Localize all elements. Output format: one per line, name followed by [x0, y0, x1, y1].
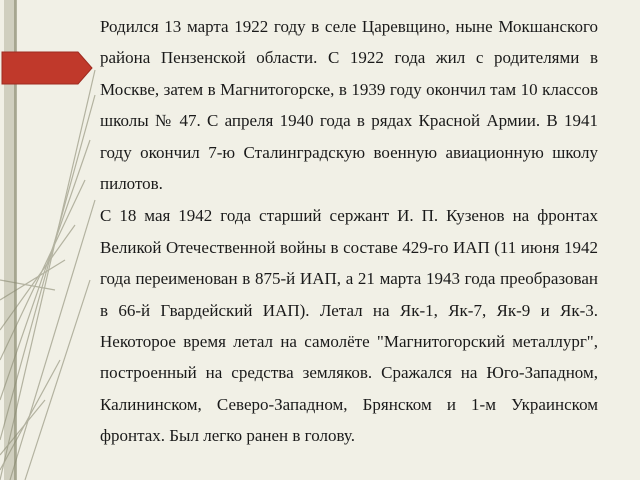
- red-arrow-shape: [2, 52, 92, 84]
- biography-text: [100, 11, 598, 453]
- paragraph-1: Родился 13 марта 1922 году в селе Царевщино, ныне Мокшанского района Пензенской области. С 1922 года жил с родителями в Москве, затем в Магнитогорске, в 1939 году окончил там 10 классов школы № 47. С апреля 1940 года в рядах Красной Армии. В 1941 году окончил 7-ю Сталинградскую военную авиационную школу пилотов.: [100, 17, 598, 194]
- decorative-lines: [0, 0, 100, 480]
- paragraph-2: С 18 мая 1942 года старший сержант И. П. Кузенов на фронтах Великой Отечественной войны в составе 429-го ИАП (11 июня 1942 года переименован в 875-й ИАП, а 21 марта 1943 года преобразован в 66-й Гвардейский ИАП). Летал на Як-1, Як-7, Як-9 и Як-3. Некоторое время летал на самолёте "Магнитогорский металлург", построенный на средства земляков. Сражался на Юго-Западном, Калининском, Северо-Западном, Брянском и 1-м Украинском фронтах. Был легко ранен в голову.: [100, 206, 598, 446]
